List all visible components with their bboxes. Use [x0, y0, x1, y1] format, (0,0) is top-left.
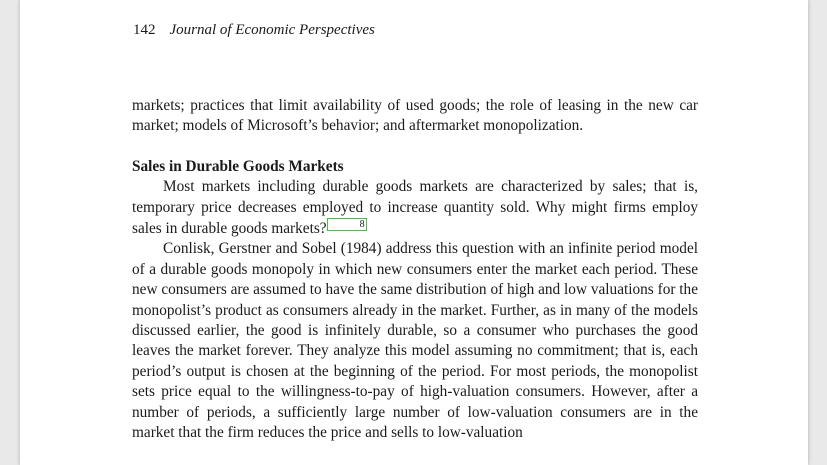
paragraph-text: Most markets including durable goods markets are characterized by sales; that is, temporary price decreases employed to increase quantity sold. Why might firms employ sales in durable goods markets? — [132, 178, 698, 238]
running-head — [133, 22, 375, 39]
article-body — [132, 96, 698, 444]
section-heading: Sales in Durable Goods Markets — [132, 157, 344, 175]
body-paragraph-conlisk: Conlisk, Gerstner and Sobel (1984) address this question with an infinite period model of a durable goods monopoly in which new consumers enter the market each period. These new consumers are assumed to have the same distribution of high and low valuations for the monopolist’s product as consumers already in the market. Further, as in many of the models discussed earlier, the good is infinitely durable, so a consumer who purchases the good leaves the market forever. They analyze this model assuming no commitment; that is, each period’s output is chosen at the beginning of the period. For most periods, the monopolist sets price equal to the willingness-to-pay of high-valuation consumers. However, after a number of periods, a sufficiently large number of low-valuation consumers are in the market that the firm reduces the price and sells to low-valuation — [132, 240, 698, 442]
page-number: 142 — [133, 22, 156, 38]
footnote-marker[interactable]: 8 — [327, 218, 367, 231]
body-paragraph-sales — [132, 177, 698, 239]
document-page — [20, 0, 808, 465]
journal-title: Journal of Economic Perspectives — [169, 22, 375, 38]
intro-paragraph: markets; practices that limit availability of used goods; the role of leasing in the new car market; models of Microsoft’s behavior; and aftermarket monopolization. — [132, 97, 698, 135]
